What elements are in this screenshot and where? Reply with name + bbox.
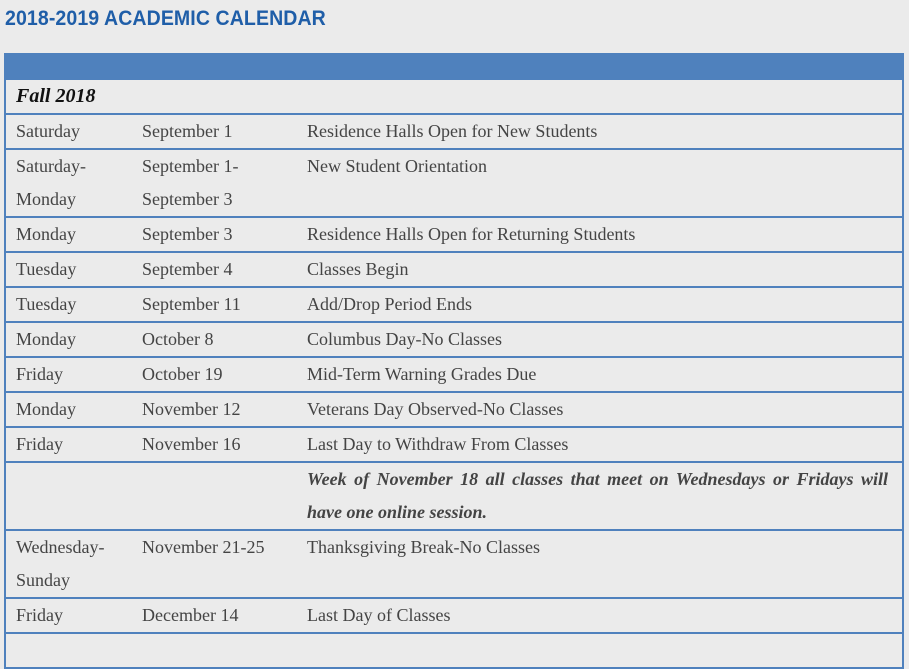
event-cell: Veterans Day Observed-No Classes	[307, 399, 564, 419]
table-row	[6, 597, 902, 632]
date-cell: September 1	[142, 121, 233, 141]
day-cell: Tuesday	[16, 259, 77, 279]
date-cell: September 1-September 3	[142, 156, 239, 209]
event-cell: Last Day of Classes	[307, 605, 451, 625]
event-cell: Residence Halls Open for Returning Students	[307, 224, 636, 244]
event-cell: Thanksgiving Break-No Classes	[307, 537, 540, 557]
day-cell: Saturday	[16, 121, 80, 141]
event-cell: Last Day to Withdraw From Classes	[307, 434, 569, 454]
event-cell: Columbus Day-No Classes	[307, 329, 502, 349]
academic-calendar-table	[4, 53, 904, 669]
table-row	[6, 426, 902, 461]
date-cell: November 16	[142, 434, 241, 454]
day-cell: Monday	[16, 329, 76, 349]
section-title: Fall 2018	[16, 85, 96, 107]
table-row	[6, 148, 902, 216]
table-row	[6, 216, 902, 251]
date-cell: December 14	[142, 605, 239, 625]
table-header-bar	[6, 53, 902, 78]
event-cell: Residence Halls Open for New Students	[307, 121, 598, 141]
day-cell: Friday	[16, 364, 63, 384]
date-cell: October 19	[142, 364, 223, 384]
event-cell: Mid-Term Warning Grades Due	[307, 364, 537, 384]
table-row	[6, 391, 902, 426]
day-cell: Friday	[16, 605, 63, 625]
table-row	[6, 251, 902, 286]
date-cell: October 8	[142, 329, 214, 349]
day-cell: Saturday-Monday	[16, 156, 86, 209]
day-cell: Friday	[16, 434, 63, 454]
date-cell	[140, 463, 305, 529]
section-row	[6, 78, 902, 113]
table-row	[6, 286, 902, 321]
table-row	[6, 356, 902, 391]
event-cell: Classes Begin	[307, 259, 409, 279]
date-cell: November 12	[142, 399, 241, 419]
table-row	[6, 529, 902, 597]
day-cell: Monday	[16, 399, 76, 419]
date-cell: September 3	[142, 224, 233, 244]
table-row	[6, 632, 902, 667]
day-cell: Monday	[16, 224, 76, 244]
event-cell: New Student Orientation	[307, 156, 487, 176]
event-cell: Add/Drop Period Ends	[307, 294, 472, 314]
date-cell: November 21-25	[142, 537, 265, 557]
day-cell: Tuesday	[16, 294, 77, 314]
table-row	[6, 321, 902, 356]
page-title: 2018-2019 ACADEMIC CALENDAR	[5, 7, 326, 30]
date-cell: September 4	[142, 259, 233, 279]
date-cell: September 11	[142, 294, 241, 314]
day-cell: Wednesday-Sunday	[16, 537, 105, 590]
table-row	[6, 113, 902, 148]
table-row	[6, 461, 902, 529]
online-session-note: Week of November 18 all classes that meet on Wednesdays or Fridays will have one online session.	[307, 469, 888, 522]
day-cell	[6, 463, 140, 529]
